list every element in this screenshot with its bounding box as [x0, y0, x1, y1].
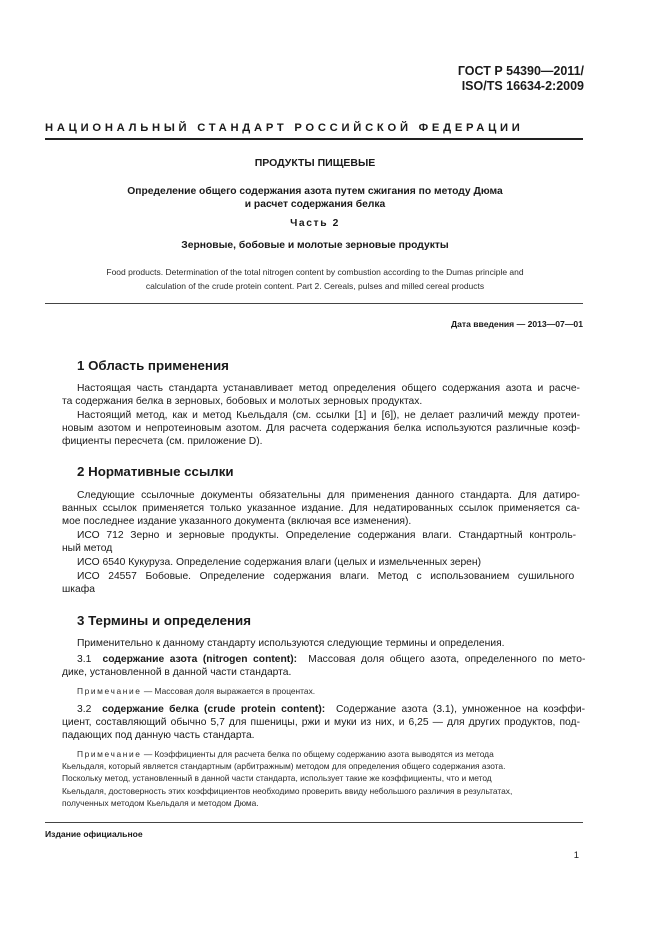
text-line: фициенты пересчета (см. приложение D).: [62, 436, 263, 448]
document-title: ПРОДУКТЫ ПИЩЕВЫЕ: [254, 157, 376, 169]
text-line: Настоящий метод, как и метод Кьельдаля (см. ссылки [1] и [6]), не делает различий между протеи-: [77, 410, 580, 421]
section-1-heading: 1 Область применения: [77, 358, 229, 373]
note-label: Примечание: [77, 686, 142, 696]
section-2-heading: 2 Нормативные ссылки: [77, 464, 234, 479]
part-title: Зерновые, бобовые и молотые зерновые продукты: [181, 240, 449, 251]
text-line: [62, 653, 586, 666]
text-line: ИСО 24557 Бобовые. Определение содержания влаги. Метод с использованием сушильного: [77, 571, 575, 582]
text-line: ИСО 712 Зерно и зерновые продукты. Определение содержания влаги. Стандартный контроль-: [77, 530, 577, 541]
effective-date: Дата введения — 2013—07—01: [450, 319, 583, 329]
english-title-line-1: Food products. Determination of the total nitrogen content by combustion according to the Dumas principle and: [106, 267, 524, 277]
subtitle-line-1: Определение общего содержания азота путем сжигания по методу Дюма: [127, 186, 503, 197]
text-line: новым азотом и непротеиновым азотом. Для расчета содержания белка используются различные коэф-: [62, 423, 580, 435]
section-1-paragraph-2: [62, 409, 580, 449]
text-line: циент, составляющий обычно 5,7 для пшеницы, ржи и муки из них, и 6,25 — для других продуктов, под-: [62, 717, 580, 729]
section-3-heading: 3 Термины и определения: [77, 613, 251, 628]
english-title-line-2: calculation of the crude protein content. Part 2. Cereals, pulses and milled cereal products: [145, 280, 485, 291]
term-definition: Содержание азота (3.1), умноженное на коэффи-: [335, 704, 586, 715]
text-line: ИСО 6540 Кукуруза. Определение содержания влаги (целых и измельченных зерен): [77, 557, 482, 568]
reference-iso-712: [62, 529, 580, 555]
term-name: содержание азота (nitrogen content):: [102, 654, 298, 665]
text-line: Кьельдаля, достоверность этих коэффициентов необходимо проверить ввиду небольшого различия в результатах,: [62, 785, 513, 796]
edition-label: Издание официальное: [45, 829, 143, 839]
section-1-paragraph-1: [62, 382, 580, 408]
text-line: [62, 685, 580, 697]
term-3-1: [62, 653, 586, 679]
top-divider: [45, 138, 583, 140]
text-line: Следующие ссылочные документы обязательны для применения данного стандарта. Для датиро-: [77, 490, 580, 501]
text-line: ванных ссылок применяется только указанное издание. Для недатированных ссылок применяется са-: [62, 503, 580, 515]
section-2-paragraph-1: [62, 489, 580, 529]
note-1: [62, 685, 580, 697]
text-line: ный метод: [62, 543, 113, 555]
text-line: Кьельдаля, который является стандартным (арбитражным) методом для определения общего содержания азота.: [62, 761, 506, 772]
subtitle-line-2: и расчет содержания белка: [244, 199, 386, 210]
term-3-2: [62, 703, 586, 743]
text-line: падающих под данную часть стандарта.: [62, 730, 255, 742]
term-name: содержание белка (crude protein content):: [102, 704, 326, 715]
note-2: [62, 748, 580, 809]
text-line: мое последнее издание указанного документа (включая все изменения).: [62, 516, 412, 528]
section-3-intro: [62, 637, 580, 650]
note-text: — Коэффициенты для расчета белка по общему содержанию азота выводятся из метода: [143, 749, 494, 759]
text-line: дике, установленной в данной части стандарта.: [62, 667, 292, 679]
reference-iso-24557: [62, 570, 580, 596]
reference-iso-6540: [62, 556, 580, 569]
doc-id-line-1: ГОСТ Р 54390—2011/: [457, 64, 584, 78]
text-line: Поскольку метод, установленный в данной части стандарта, использует такие же коэффициенты, что и метод: [62, 773, 492, 784]
text-line: та содержания белка в зерновых, бобовых и молотых зерновых продуктах.: [62, 396, 423, 408]
footer-divider: [45, 822, 583, 823]
english-title: [45, 266, 585, 293]
part-label: Часть 2: [290, 218, 340, 229]
term-number: 3.1: [77, 654, 92, 665]
text-line: Применительно к данному стандарту используются следующие термины и определения.: [77, 638, 505, 649]
text-line: Настоящая часть стандарта устанавливает метод определения общего содержания азота и расче-: [77, 383, 580, 394]
note-text: — Массовая доля выражается в процентах.: [143, 686, 316, 696]
page-number: 1: [573, 850, 579, 861]
text-line: [62, 703, 586, 716]
document-identifier: [458, 64, 584, 94]
doc-id-line-2: ISO/TS 16634-2:2009: [461, 79, 584, 93]
text-line: полученных методом Кьельдаля и методом Дюма.: [62, 797, 259, 808]
document-subtitle: [45, 185, 585, 211]
note-label: Примечание: [77, 749, 142, 759]
title-divider: [45, 303, 583, 304]
term-definition: Массовая доля общего азота, определенного по мето-: [308, 654, 586, 665]
term-number: 3.2: [77, 704, 92, 715]
text-line: шкафа: [62, 584, 95, 596]
standard-banner: НАЦИОНАЛЬНЫЙ СТАНДАРТ РОССИЙСКОЙ ФЕДЕРАЦИИ: [45, 122, 524, 134]
text-line: [62, 748, 580, 760]
